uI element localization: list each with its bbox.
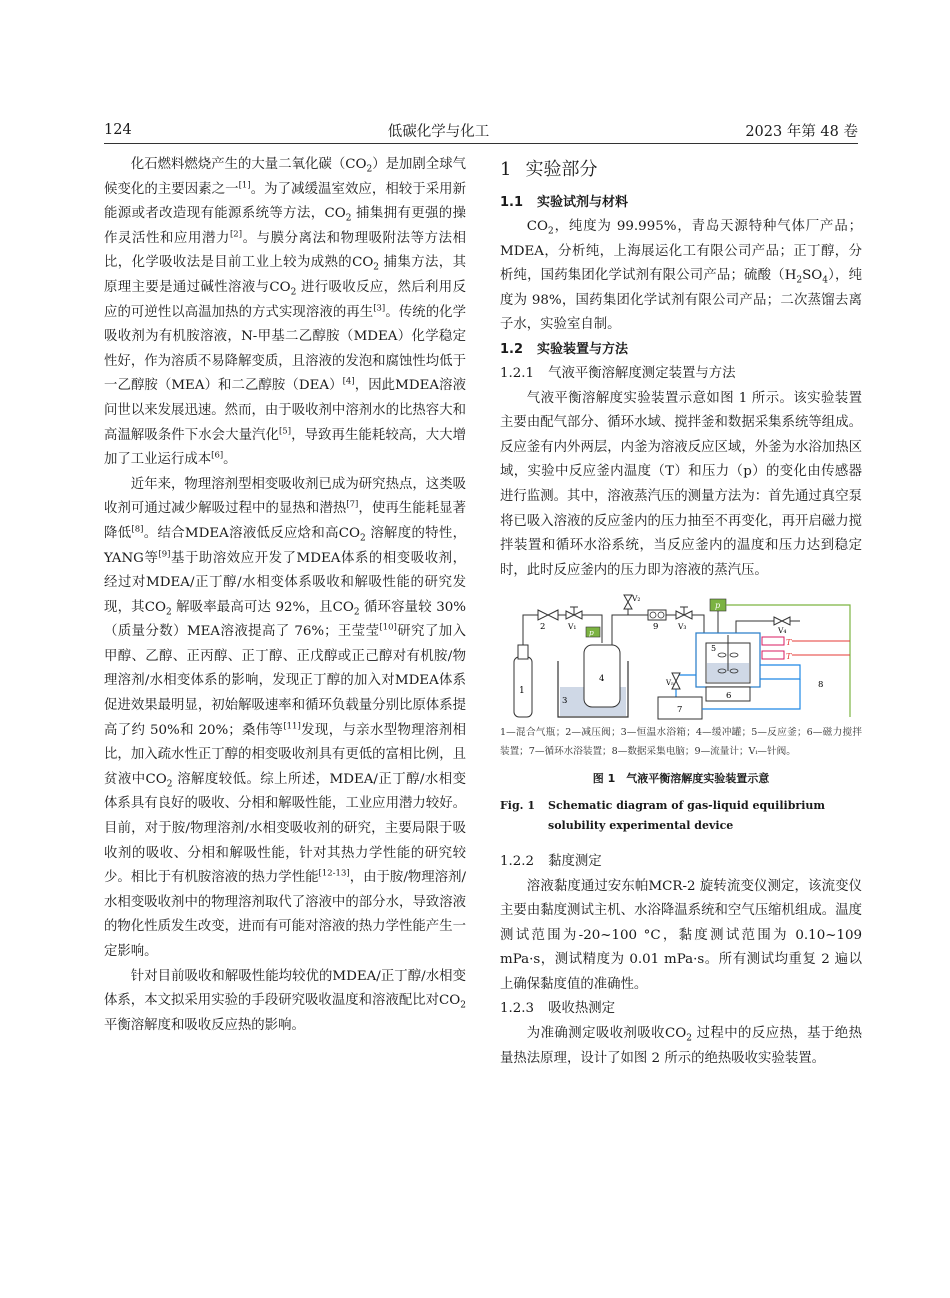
pressure-reducing-valve [538,610,558,620]
apparatus-schematic-svg [500,591,862,721]
figure-1-legend: 1—混合气瓶；2—减压阀；3—恒温水浴箱；4—缓冲罐；5—反应釜；6—磁力搅拌装置；7—循环水浴装置；8—数据采集电脑；9—流量计；Vᵢ—针阀。 [500,727,862,758]
header-rule [104,143,858,144]
intro-paragraph-2: 近年来，物理溶剂型相变吸收剂已成为研究热点，这类吸收剂可通过减少解吸过程中的显热和潜热[7]，使再生能耗显著降低[8]。结合MDEA溶液低反应焓和高$CO_2$ 溶解度的特性，YANG等[9]基于助溶效应开发了MDEA体系的相变吸收剂，经过对MDEA/正丁醇/水相变体系吸收和解吸性能的研究发现，其$CO_2$ 解吸率最高可达 92%，且$CO_2$ 循环容量较 30%（质量分数）MEA溶液提高了 76%；王莹莹[10]研究了加入甲醇、乙醇、正丙醇、正丁醇、正戊醇或正己醇对有机胺/物理溶剂/水相变体系的影响，发现正丁醇的加入对MDEA体系促进效果最明显，初始解吸速率和循环负载量分别比原体系提高了约 50%和 20%；桑伟等[11]发现，与亲水型物理溶剂相比，加入疏水性正丁醇的相变吸收剂具有更低的富相比例，且贫液中$CO_2$ 溶解度较低。综上所述，MDEA/正丁醇/水相变体系具有良好的吸收、分相和解吸性能，工业应用潜力较好。目前，对于胺/物理溶剂/水相变吸收剂的研究，主要局限于吸收剂的吸收、分相和解吸性能，针对其热力学性能的研究较少。相比于有机胺溶液的热力学性能[12-13]，由于胺/物理溶剂/水相变吸收剂中的物理溶剂取代了溶液中的部分水，导致溶液的物化性质发生改变，进而有可能对溶液的热力学性能产生一定影响。 [104,476,467,959]
flowmeter [648,610,666,620]
viscosity-paragraph: 溶液黏度通过安东帕MCR-2 旋转流变仪测定，该流变仪主要由黏度测试主机、水浴降温系统和空气压缩机组成。温度测试范围为-20~100 °C，黏度测试范围为 0.10~109 mPa·s，测试精度为 0.01 mPa·s。所有测试均重复 2 遍以上确保黏度值的准确性。 [500,878,862,992]
intro-paragraph-3: 针对目前吸收和解吸性能均较优的MDEA/正丁醇/水相变体系，本文拟采用实验的手段研究吸收温度和溶液配比对$CO_2$ 平衡溶解度和吸收反应热的影响。 [104,968,466,1033]
section-heading-1-2-2: 1.2.2 黏度测定 [500,853,602,869]
label-2: 2 [540,622,546,633]
label-3: 3 [562,696,568,707]
label-t-2: T [786,652,792,662]
label-v1: V₁ [568,622,577,632]
right-column [500,153,862,1071]
reagents-paragraph: $CO_2$，纯度为 99.995%，青岛天源特种气体厂产品；MDEA，分析纯，上海展运化工有限公司产品；正丁醇，分析纯，国药集团化学试剂有限公司产品；硫酸$(H_2SO_4)$，纯度为 98%，国药集团化学试剂有限公司产品；二次蒸馏去离子水，实验室自制。 [500,219,862,333]
needle-valve-v1 [566,607,582,619]
label-4: 4 [599,674,605,685]
page-number: 124 [104,122,132,138]
temperature-sensor-2 [762,651,784,659]
left-column [104,153,466,1038]
journal-title: 低碳化学与化工 [387,123,490,140]
absorption-heat-paragraph: 为准确测定吸收剂吸收$CO_2$ 过程中的反应热，基于绝热量热法原理，设计了如图 2 所示的绝热吸收实验装置。 [500,1026,862,1066]
label-v3: V₃ [678,622,687,632]
section-heading-1-2-1: 1.2.1 气液平衡溶解度测定装置与方法 [500,365,736,381]
running-header [104,118,858,142]
label-6: 6 [726,691,732,702]
intro-paragraph-1: 化石燃料燃烧产生的大量二氧化碳$(CO_2)$是加剧全球气候变化的主要因素之一[1]。为了减缓温室效应，相较于采用新能源或者改造现有能源系统等方法，$CO_2$ 捕集拥有更强的操作灵活性和应用潜力[2]。与膜分离法和物理吸附法等方法相比，化学吸收法是目前工业上较为成熟的$CO_2$ 捕集方法，其原理主要是通过碱性溶液与$CO_2$ 进行吸收反应，然后利用反应的可逆性以高温加热的方式实现溶液的再生[3]。传统的化学吸收剂为有机胺溶液，N-甲基二乙醇胺（MDEA）化学稳定性好，作为溶质不易降解变质，且溶液的发泡和腐蚀性均低于一乙醇胺（MEA）和二乙醇胺（DEA）[4]，因此MDEA溶液问世以来发展迅速。然而，由于吸收剂中溶剂水的比热容大和高温解吸条件下水会大量汽化[5]，导致再生能耗较高，大大增加了工业运行成本[6]。 [104,157,467,468]
label-v5: V₅ [666,679,674,688]
label-5: 5 [711,644,717,654]
label-t-1: T [786,638,792,648]
section-heading-1: 1 实验部分 [500,159,598,180]
label-7: 7 [677,705,683,716]
circulating-water-line [760,665,800,679]
temperature-sensor-1 [762,637,784,645]
needle-valve-v3 [676,607,692,619]
section-heading-1-2-3: 1.2.3 吸收热测定 [500,1001,616,1017]
needle-valve-v4 [774,617,790,625]
label-p-reactor: p [715,601,721,611]
label-v4: V₄ [778,626,787,636]
label-8: 8 [818,680,824,691]
section-heading-1-2: 1.2 实验装置与方法 [500,341,629,357]
label-v2: V₂ [632,594,641,604]
gas-cylinder [514,641,532,717]
figure-1-apparatus-diagram [500,591,862,721]
section-heading-1-1: 1.1 实验试剂与材料 [500,195,629,210]
figure-1-title-en: Schematic diagram of gas-liquid equilibrium solubility experimental device [548,798,826,832]
label-9: 9 [653,622,659,633]
label-p-tank: p [589,628,594,638]
figure-1-label-en: Fig. 1 [500,798,535,812]
figure-1-caption-en [500,796,862,836]
needle-valve-v2 [624,595,632,609]
apparatus-paragraph: 气液平衡溶解度实验装置示意如图 1 所示。该实验装置主要由配气部分、循环水域、搅拌釜和数据采集系统等组成。反应釜有内外两层，内釜为溶液反应区域，外釜为水浴加热区域，实验中反应釜内温度（T）和压力（p）的变化由传感器进行监测。其中，溶液蒸汽压的测量方法为：首先通过真空泵将已吸入溶液的反应釜内的压力抽至不再变化，再开启磁力搅拌装置和循环水浴系统，当反应釜内的温度和压力达到稳定时，此时反应釜内的压力即为溶液的蒸汽压。 [500,390,862,578]
issue-info: 2023 年第 48 卷 [745,123,858,140]
label-1: 1 [519,686,525,697]
figure-1-caption-cn: 图 1 气液平衡溶解度实验装置示意 [592,772,770,786]
